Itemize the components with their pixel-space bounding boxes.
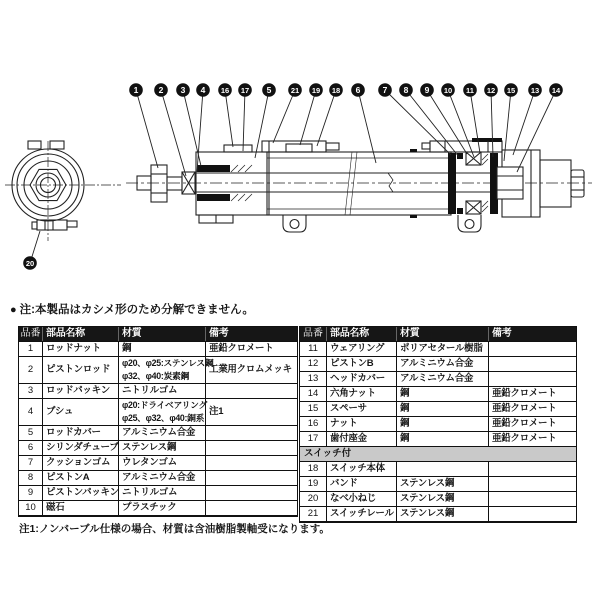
table-cell: なべ小ねじ bbox=[326, 492, 396, 506]
balloon-number: 14 bbox=[551, 85, 561, 95]
table-cell: ナット bbox=[326, 417, 396, 431]
table-cell: 3 bbox=[27, 385, 34, 397]
column-header: 備考 bbox=[488, 327, 576, 341]
table-row bbox=[300, 476, 576, 491]
table-row bbox=[19, 356, 297, 383]
table-cell bbox=[488, 462, 576, 476]
table-cell bbox=[488, 507, 576, 521]
table-row bbox=[300, 416, 576, 431]
table-cell: 21 bbox=[307, 507, 319, 519]
table-cell: ニトリルゴム bbox=[118, 486, 205, 500]
leader-line-16 bbox=[225, 90, 233, 147]
table-cell: スイッチレール bbox=[326, 507, 396, 521]
leader-line-11 bbox=[470, 90, 480, 153]
balloon-number: 12 bbox=[486, 85, 496, 95]
table-cell: 13 bbox=[307, 373, 319, 385]
table-row bbox=[300, 371, 576, 386]
table-cell bbox=[488, 477, 576, 491]
table-cell: 12 bbox=[307, 358, 319, 370]
rail-bump bbox=[50, 141, 64, 149]
leader-line-4 bbox=[197, 90, 203, 172]
table-cell: 10 bbox=[25, 502, 36, 514]
column-header: 備考 bbox=[205, 327, 297, 341]
table-cell: 19 bbox=[307, 477, 319, 489]
leader-line-18 bbox=[317, 90, 336, 146]
table-cell bbox=[205, 456, 297, 470]
rod-nut-drawing bbox=[151, 165, 167, 202]
rod-packing-seal bbox=[197, 194, 230, 201]
table-cell: ヘッドカバー bbox=[326, 372, 396, 386]
table-cell bbox=[488, 342, 576, 356]
table-row bbox=[19, 500, 297, 515]
table-cell: 18 bbox=[307, 462, 319, 474]
table-row bbox=[300, 506, 576, 521]
cylinder-side-view bbox=[126, 138, 592, 232]
bullet-icon: ● bbox=[10, 304, 17, 316]
table-cell: スペーサ bbox=[326, 402, 396, 416]
balloon-number: 15 bbox=[506, 85, 516, 95]
switch-rail-rear-drawing bbox=[422, 138, 502, 152]
table-cell: 11 bbox=[308, 343, 318, 355]
balloon-number: 20 bbox=[25, 258, 35, 268]
table-cell: 2 bbox=[27, 364, 34, 376]
table-cell: 4 bbox=[27, 406, 34, 418]
table-cell: 14 bbox=[307, 388, 319, 400]
table-cell: ステンレス鋼 bbox=[118, 441, 205, 455]
table-cell bbox=[205, 501, 297, 515]
balloon-number: 3 bbox=[180, 84, 186, 95]
table-cell bbox=[205, 426, 297, 440]
table-cell bbox=[488, 492, 576, 506]
switch-section-band: スイッチ付 bbox=[300, 446, 576, 461]
table-cell: ステンレス鋼 bbox=[396, 507, 488, 521]
table-cell: 8 bbox=[27, 472, 34, 484]
table-cell: ウレタンゴム bbox=[118, 456, 205, 470]
table-cell: ピストンロッド bbox=[42, 357, 118, 383]
leader-line-7 bbox=[385, 90, 451, 155]
balloon-number: 19 bbox=[311, 85, 321, 95]
parts-table-right bbox=[299, 326, 577, 523]
table-row bbox=[19, 341, 297, 356]
leader-line-12 bbox=[491, 90, 493, 157]
balloon-number: 6 bbox=[355, 84, 361, 95]
table-cell: 鋼 bbox=[396, 387, 488, 401]
table-row bbox=[19, 425, 297, 440]
table-cell: ピストンパッキン bbox=[42, 486, 118, 500]
table-cell bbox=[205, 486, 297, 500]
column-header: 材質 bbox=[118, 327, 205, 341]
balloon-number: 8 bbox=[403, 84, 409, 95]
leader-line-10 bbox=[448, 90, 474, 157]
table-cell: ニトリルゴム bbox=[118, 384, 205, 398]
table-cell bbox=[396, 462, 488, 476]
table-cell: 亜鉛クロメート bbox=[488, 387, 576, 401]
leader-line-1 bbox=[136, 90, 158, 168]
balloon-number: 17 bbox=[240, 85, 250, 95]
table-cell: 16 bbox=[307, 418, 319, 430]
table-cell bbox=[488, 357, 576, 371]
pan-head-screw bbox=[32, 222, 37, 229]
footnote-1: 注1:ノンバーブル仕様の場合、材質は含油樹脂製軸受になります。 bbox=[19, 523, 330, 535]
table-cell: φ20、φ25:ステンレス鋼 φ32、φ40:炭素鋼 bbox=[118, 357, 205, 383]
table-cell bbox=[205, 441, 297, 455]
balloon-number: 9 bbox=[424, 84, 430, 95]
rod-cover-drawing bbox=[196, 145, 269, 223]
switch-tab bbox=[37, 220, 67, 230]
table-cell: ピストンA bbox=[42, 471, 118, 485]
table-cell: アルミニウム合金 bbox=[396, 357, 488, 371]
table-cell: ポリアセタール樹脂 bbox=[396, 342, 488, 356]
table-cell: 15 bbox=[307, 403, 319, 415]
table-row bbox=[300, 401, 576, 416]
leader-line-8 bbox=[406, 90, 459, 157]
table-cell: 注1 bbox=[205, 399, 297, 425]
table-cell: 鋼 bbox=[118, 342, 205, 356]
column-header: 品番 bbox=[303, 328, 323, 340]
table-row bbox=[300, 431, 576, 446]
table-cell bbox=[205, 471, 297, 485]
table-cell: ロッドナット bbox=[42, 342, 118, 356]
parts-table-left bbox=[18, 326, 298, 517]
table-row bbox=[300, 356, 576, 371]
balloon-callouts bbox=[23, 83, 563, 270]
head-cover-drawing bbox=[497, 150, 584, 217]
table-cell: アルミニウム合金 bbox=[396, 372, 488, 386]
table-cell: ブシュ bbox=[42, 399, 118, 425]
balloon-number: 18 bbox=[331, 85, 341, 95]
table-row bbox=[300, 491, 576, 506]
table-cell: ステンレス鋼 bbox=[396, 492, 488, 506]
table-row bbox=[19, 440, 297, 455]
balloon-number: 13 bbox=[530, 85, 540, 95]
table-cell: 亜鉛クロメート bbox=[205, 342, 297, 356]
rail-bump bbox=[28, 141, 41, 149]
table-row bbox=[19, 470, 297, 485]
table-row bbox=[300, 386, 576, 401]
cylinder-end-view bbox=[5, 141, 121, 241]
table-header-row bbox=[300, 327, 576, 341]
balloon-number: 2 bbox=[158, 84, 164, 95]
leader-line-13 bbox=[513, 90, 535, 155]
table-cell: 亜鉛クロメート bbox=[488, 417, 576, 431]
table-cell: 17 bbox=[307, 433, 319, 445]
table-cell: ステンレス鋼 bbox=[396, 477, 488, 491]
table-cell: 亜鉛クロメート bbox=[488, 402, 576, 416]
column-header: 材質 bbox=[396, 327, 488, 341]
table-cell: 亜鉛クロメート bbox=[488, 432, 576, 446]
table-cell bbox=[488, 372, 576, 386]
column-header: 部品名称 bbox=[326, 327, 396, 341]
table-cell: 5 bbox=[27, 427, 34, 439]
table-row bbox=[19, 485, 297, 500]
table-cell: 工業用クロムメッキ bbox=[205, 357, 297, 383]
table-cell: ロッドカバー bbox=[42, 426, 118, 440]
table-cell: 9 bbox=[27, 487, 34, 499]
top-note-text: 注:本製品はカシメ形のため分解できません。 bbox=[19, 304, 254, 316]
table-row bbox=[300, 461, 576, 476]
table-cell: プラスチック bbox=[118, 501, 205, 515]
balloon-number: 11 bbox=[466, 85, 474, 95]
table-cell: クッションゴム bbox=[42, 456, 118, 470]
table-cell: 7 bbox=[27, 457, 34, 469]
table-cell: ロッドパッキン bbox=[42, 384, 118, 398]
balloon-number: 16 bbox=[220, 85, 230, 95]
table-cell: φ20:ドライベアリング φ25、φ32、φ40:銅系 bbox=[118, 399, 205, 425]
balloon-number: 5 bbox=[266, 84, 272, 95]
mounting-foot bbox=[283, 215, 306, 232]
table-cell: アルミニウム合金 bbox=[118, 471, 205, 485]
table-cell: 歯付座金 bbox=[326, 432, 396, 446]
leader-line-9 bbox=[427, 90, 467, 154]
table-cell: 鋼 bbox=[396, 402, 488, 416]
balloon-number: 7 bbox=[382, 84, 388, 95]
table-cell: 6 bbox=[27, 442, 34, 454]
table-cell: バンド bbox=[326, 477, 396, 491]
table-row bbox=[19, 398, 297, 425]
table-cell: 鋼 bbox=[396, 432, 488, 446]
balloon-number: 21 bbox=[290, 85, 300, 95]
mounting-foot bbox=[458, 215, 481, 232]
table-cell: ピストンB bbox=[326, 357, 396, 371]
column-header: 部品名称 bbox=[42, 327, 118, 341]
table-cell: シリンダチューブ bbox=[42, 441, 118, 455]
table-cell: 六角ナット bbox=[326, 387, 396, 401]
table-cell: 鋼 bbox=[396, 417, 488, 431]
table-cell: 20 bbox=[307, 492, 319, 504]
table-cell: アルミニウム合金 bbox=[118, 426, 205, 440]
leader-line-17 bbox=[243, 90, 245, 151]
table-cell: スイッチ本体 bbox=[326, 462, 396, 476]
table-cell: 磁石 bbox=[42, 501, 118, 515]
leader-line-2 bbox=[161, 90, 186, 176]
table-row bbox=[300, 341, 576, 356]
leader-line-19 bbox=[300, 90, 316, 145]
table-cell bbox=[205, 384, 297, 398]
table-header-row bbox=[19, 327, 297, 341]
table-cell: 1 bbox=[27, 343, 34, 355]
column-header: 品番 bbox=[20, 328, 41, 340]
balloon-number: 4 bbox=[200, 84, 206, 95]
table-cell: ウェアリング bbox=[326, 342, 396, 356]
balloon-number: 1 bbox=[133, 84, 139, 95]
table-row bbox=[19, 455, 297, 470]
leader-line-21 bbox=[273, 90, 295, 143]
cylinder-tube-drawing bbox=[267, 152, 451, 215]
balloon-number: 10 bbox=[443, 85, 453, 95]
rod-packing-seal bbox=[197, 165, 230, 172]
table-row bbox=[19, 383, 297, 398]
top-note bbox=[10, 301, 254, 317]
